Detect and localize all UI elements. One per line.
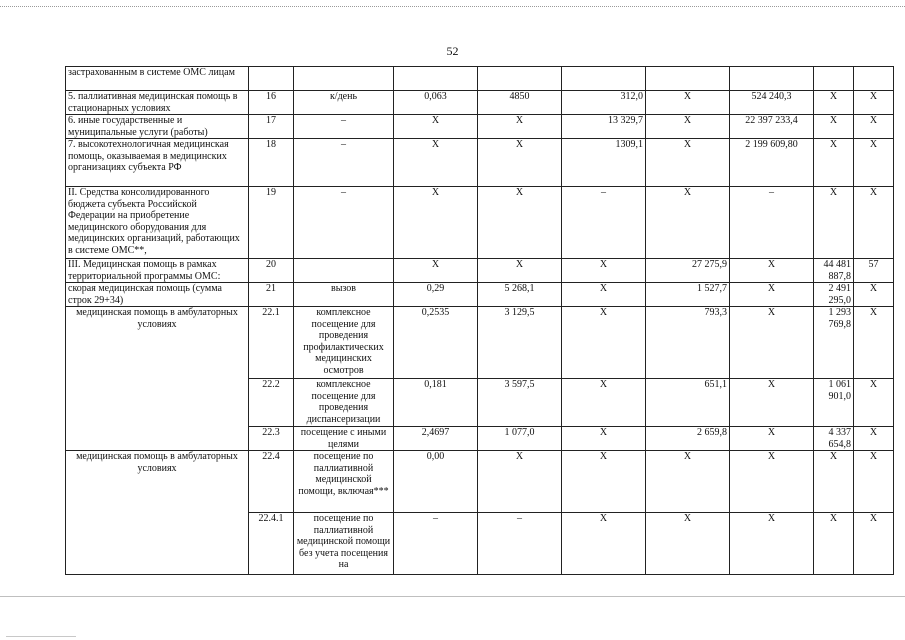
value-cell: X: [814, 115, 854, 139]
table-row: [66, 451, 894, 513]
row-number: 22.1: [249, 307, 294, 379]
table-row: [66, 139, 894, 187]
value-cell: X: [814, 513, 854, 575]
value-cell: [854, 67, 894, 91]
row-name: застрахованным в системе ОМС лицам: [66, 67, 249, 91]
row-name: III. Медицинская помощь в рамках территориальной программы ОМС:: [66, 259, 249, 283]
row-number: 20: [249, 259, 294, 283]
value-cell: X: [854, 451, 894, 513]
row-number: 21: [249, 283, 294, 307]
value-cell: 0,29: [394, 283, 478, 307]
value-cell: 1309,1: [562, 139, 646, 187]
value-cell: X: [646, 513, 730, 575]
group-name: медицинская помощь в амбулаторных условиях: [66, 451, 249, 575]
value-cell: X: [394, 115, 478, 139]
value-cell: X: [854, 513, 894, 575]
value-cell: X: [562, 379, 646, 427]
table-row: [66, 307, 894, 379]
table-row: [66, 91, 894, 115]
value-cell: X: [814, 187, 854, 259]
value-cell: 651,1: [646, 379, 730, 427]
value-cell: 2 199 609,80: [730, 139, 814, 187]
value-cell: 3 597,5: [478, 379, 562, 427]
value-cell: X: [478, 139, 562, 187]
table-row: [66, 283, 894, 307]
value-cell: 1 293 769,8: [814, 307, 854, 379]
value-cell: X: [478, 259, 562, 283]
value-cell: 3 129,5: [478, 307, 562, 379]
value-cell: X: [478, 187, 562, 259]
value-cell: X: [394, 259, 478, 283]
value-cell: 4850: [478, 91, 562, 115]
value-cell: X: [854, 427, 894, 451]
value-cell: 13 329,7: [562, 115, 646, 139]
row-number: 22.4.1: [249, 513, 294, 575]
table-row: [66, 67, 894, 91]
row-name: 6. иные государственные и муниципальные услуги (работы): [66, 115, 249, 139]
unit-cell: комплексное посещение для проведения профилактических медицинских осмотров: [294, 307, 394, 379]
value-cell: X: [478, 451, 562, 513]
value-cell: 0,00: [394, 451, 478, 513]
value-cell: 2 659,8: [646, 427, 730, 451]
table-row: [66, 259, 894, 283]
value-cell: X: [646, 187, 730, 259]
value-cell: 2,4697: [394, 427, 478, 451]
value-cell: X: [730, 513, 814, 575]
value-cell: –: [562, 187, 646, 259]
row-name: скорая медицинская помощь (сумма строк 29+34): [66, 283, 249, 307]
value-cell: [562, 67, 646, 91]
value-cell: X: [562, 427, 646, 451]
value-cell: X: [730, 283, 814, 307]
row-number: 22.4: [249, 451, 294, 513]
value-cell: X: [562, 259, 646, 283]
row-number: 22.3: [249, 427, 294, 451]
unit-cell: –: [294, 115, 394, 139]
value-cell: X: [646, 139, 730, 187]
unit-cell: [294, 259, 394, 283]
unit-cell: –: [294, 139, 394, 187]
value-cell: 1 077,0: [478, 427, 562, 451]
value-cell: X: [814, 451, 854, 513]
row-number: 19: [249, 187, 294, 259]
value-cell: X: [394, 187, 478, 259]
value-cell: X: [854, 115, 894, 139]
value-cell: –: [394, 513, 478, 575]
value-cell: X: [478, 115, 562, 139]
value-cell: X: [394, 139, 478, 187]
unit-cell: комплексное посещение для проведения диспансеризации: [294, 379, 394, 427]
value-cell: X: [854, 187, 894, 259]
value-cell: 4 337 654,8: [814, 427, 854, 451]
value-cell: X: [854, 91, 894, 115]
value-cell: 0,181: [394, 379, 478, 427]
unit-cell: посещение по паллиативной медицинской помощи, включая***: [294, 451, 394, 513]
value-cell: X: [562, 283, 646, 307]
row-number: 16: [249, 91, 294, 115]
value-cell: 1 061 901,0: [814, 379, 854, 427]
value-cell: 44 481 887,8: [814, 259, 854, 283]
scan-edge-line: [0, 6, 905, 7]
value-cell: 22 397 233,4: [730, 115, 814, 139]
value-cell: [646, 67, 730, 91]
value-cell: –: [730, 187, 814, 259]
value-cell: X: [646, 91, 730, 115]
value-cell: X: [854, 307, 894, 379]
value-cell: X: [730, 379, 814, 427]
row-name: 7. высокотехнологичная медицинская помощь, оказываемая в медицинских организациях субъекта РФ: [66, 139, 249, 187]
table-row: [66, 187, 894, 259]
row-number: 18: [249, 139, 294, 187]
value-cell: X: [730, 259, 814, 283]
value-cell: X: [562, 513, 646, 575]
value-cell: 27 275,9: [646, 259, 730, 283]
value-cell: X: [646, 451, 730, 513]
value-cell: X: [730, 307, 814, 379]
value-cell: [730, 67, 814, 91]
value-cell: X: [730, 427, 814, 451]
unit-cell: вызов: [294, 283, 394, 307]
page-bottom-rule: [0, 596, 905, 597]
page-number: 52: [446, 44, 459, 58]
group-name: медицинская помощь в амбулаторных условиях: [66, 307, 249, 451]
program-funding-table: [65, 66, 894, 575]
value-cell: 5 268,1: [478, 283, 562, 307]
scan-corner-mark: [6, 636, 76, 637]
value-cell: 0,063: [394, 91, 478, 115]
table-row: [66, 115, 894, 139]
value-cell: 57: [854, 259, 894, 283]
value-cell: X: [562, 307, 646, 379]
value-cell: [814, 67, 854, 91]
value-cell: 1 527,7: [646, 283, 730, 307]
row-number: 17: [249, 115, 294, 139]
value-cell: X: [646, 115, 730, 139]
value-cell: X: [854, 139, 894, 187]
value-cell: 793,3: [646, 307, 730, 379]
value-cell: [478, 67, 562, 91]
row-name: II. Средства консолидированного бюджета субъекта Российской Федерации на приобретение медицинского оборудования для медицинских организаций, работающих в системе ОМС**,: [66, 187, 249, 259]
value-cell: –: [478, 513, 562, 575]
row-number: [249, 67, 294, 91]
unit-cell: посещение по паллиативной медицинской помощи без учета посещения на: [294, 513, 394, 575]
value-cell: 524 240,3: [730, 91, 814, 115]
row-number: 22.2: [249, 379, 294, 427]
value-cell: X: [562, 451, 646, 513]
value-cell: X: [854, 379, 894, 427]
value-cell: 0,2535: [394, 307, 478, 379]
value-cell: 2 491 295,0: [814, 283, 854, 307]
value-cell: X: [814, 139, 854, 187]
unit-cell: [294, 67, 394, 91]
value-cell: X: [854, 283, 894, 307]
value-cell: [394, 67, 478, 91]
unit-cell: –: [294, 187, 394, 259]
unit-cell: посещение с иными целями: [294, 427, 394, 451]
row-name: 5. паллиативная медицинская помощь в стационарных условиях: [66, 91, 249, 115]
unit-cell: к/день: [294, 91, 394, 115]
value-cell: X: [814, 91, 854, 115]
value-cell: 312,0: [562, 91, 646, 115]
value-cell: X: [730, 451, 814, 513]
